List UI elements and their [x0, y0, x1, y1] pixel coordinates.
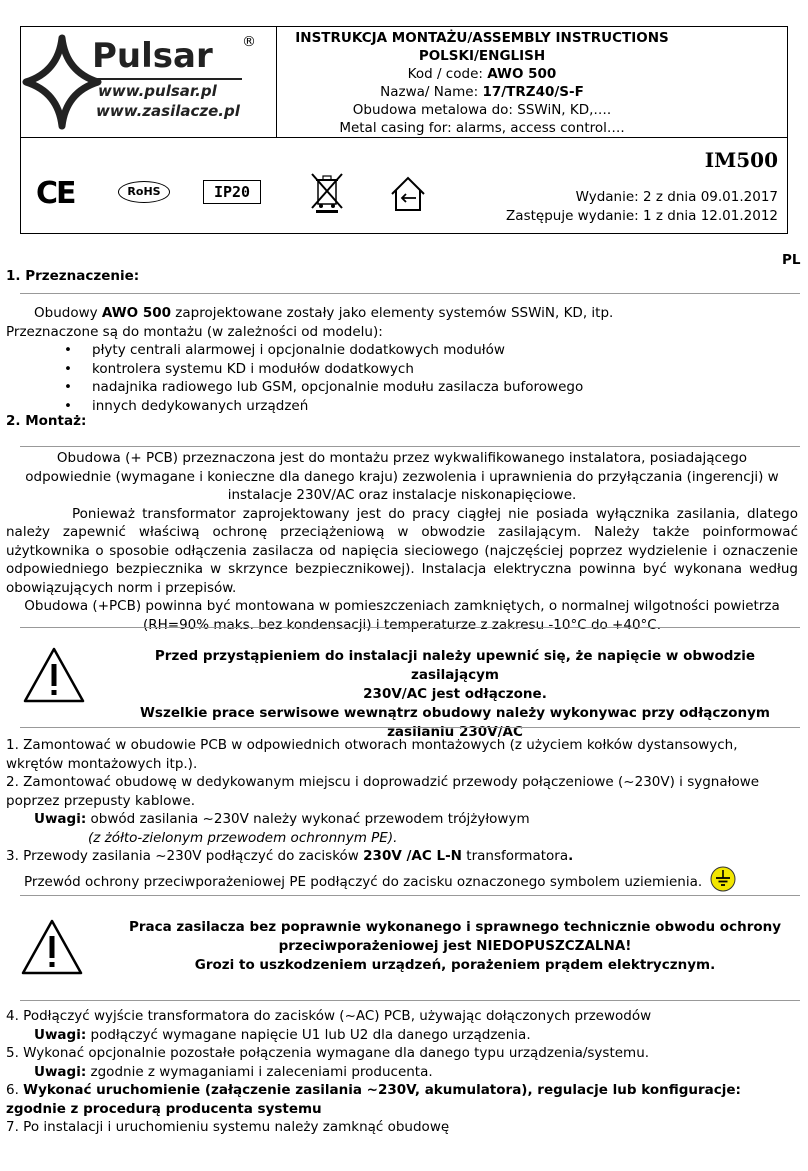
url-zasilacze[interactable]: www.zasilacze.pl	[96, 102, 240, 120]
terminal-label: 230V /AC L-N	[363, 848, 462, 864]
warning1-bottom-rule	[20, 727, 800, 728]
section1-intro2: Przeznaczone są do montażu (w zależności od modelu):	[6, 323, 383, 340]
warning1-line4: zasilaniu 230V/AC	[387, 724, 523, 740]
lang-tag: PL	[782, 252, 801, 268]
section1-intro: Obudowy AWO 500 zaprojektowane zostały jako elementy systemów SSWiN, KD, itp.	[34, 305, 614, 321]
section2-body	[6, 449, 798, 634]
doc-id: IM500	[704, 148, 778, 172]
ground-symbol-icon	[710, 866, 736, 892]
section1-body	[6, 304, 796, 415]
list-item: • płyty centrali alarmowej i opcjonalnie dodatkowych modułów	[92, 341, 796, 360]
warning1-line3: Wszelkie prace serwisowe wewnątrz obudowy należy wykonywac przy odłączonym	[140, 705, 770, 721]
replaces-line: Zastępuje wydanie: 1 z dnia 12.01.2012	[506, 208, 778, 224]
step-3b: Przewód ochrony przeciwporażeniowej PE podłączyć do zacisku oznaczonego symbolem uziemienia.	[6, 866, 798, 892]
step-4: 4. Podłączyć wyjście transformatora do zacisków (~AC) PCB, używając dołączonych przewodów	[6, 1008, 652, 1024]
logo-underline	[88, 78, 242, 80]
name-label: Nazwa/ Name:	[380, 84, 479, 100]
note-label: Uwagi:	[34, 811, 87, 827]
step-2-note: Uwagi: obwód zasilania ~230V należy wykonać przewodem trójżyłowym	[34, 811, 530, 827]
registered-mark: ®	[242, 34, 256, 50]
step-2: 2. Zamontować obudowę w dedykowanym miejscu i doprowadzić przewody połączeniowe (~230V) i sygnałowe poprzez przepusty kablowe.	[6, 774, 760, 809]
steps-1-3	[6, 736, 798, 892]
warning2-top-rule	[20, 895, 800, 896]
section2-rule	[20, 446, 800, 447]
url-pulsar[interactable]: www.pulsar.pl	[98, 82, 217, 100]
pulsar-logo	[22, 30, 274, 134]
note-label: Uwagi:	[34, 1063, 87, 1080]
note-label: Uwagi:	[34, 1026, 87, 1043]
header-info	[276, 29, 688, 137]
list-item: • innych dedykowanych urządzeń	[92, 397, 796, 416]
warning1-line1: Przed przystąpieniem do instalacji należy upewnić się, że napięcie w obwodzie zasilającym	[154, 648, 756, 683]
name-line	[276, 83, 688, 101]
edition-line: Wydanie: 2 z dnia 09.01.2017	[575, 189, 778, 205]
brand-name: Pulsar	[92, 36, 213, 76]
warning-triangle-icon	[22, 646, 86, 704]
warning2-bottom-rule	[20, 1000, 800, 1001]
weee-bin-icon	[310, 172, 344, 214]
desc-pl: Obudowa metalowa do: SSWiN, KD,….	[352, 102, 612, 118]
doc-title: INSTRUKCJA MONTAŻU/ASSEMBLY INSTRUCTIONS	[295, 30, 669, 46]
warning2-text	[110, 918, 800, 975]
desc-en: Metal casing for: alarms, access control….	[339, 120, 625, 136]
section2-p1: Obudowa (+ PCB) przeznaczona jest do montażu przez wykwalifikowanego instalatora, posiadającego odpowiednie (wymagane i konieczne dla danego kraju) zezwolenia i uprawnienia do przyłączania (ingerencji) w instalacje 230V/AC oraz instalacje niskonapięciowe.	[25, 450, 779, 503]
step-4-note: Uwagi: podłączyć wymagane napięcie U1 lub U2 dla danego urządzenia.	[34, 1026, 531, 1043]
steps-4-7	[6, 1007, 798, 1137]
section2-p3: Obudowa (+PCB) powinna być montowana w pomieszczeniach zamkniętych, o normalnej wilgotności powietrza (RH=90% maks. bez kondensacji) i temperaturze z zakresu -10°C do +40°C.	[24, 598, 780, 633]
list-item: • nadajnika radiowego lub GSM, opcjonalnie modułu zasilacza buforowego	[92, 378, 796, 397]
ce-mark-icon: CE	[36, 176, 75, 211]
code-value: AWO 500	[487, 66, 557, 82]
warning2-line3: Grozi to uszkodzeniem urządzeń, porażeniem prądem elektrycznym.	[194, 957, 716, 973]
warning1-line2: 230V/AC jest odłączone.	[363, 686, 547, 702]
section2-p2: Ponieważ transformator zaprojektowany jest do pracy ciągłej nie posiada wyłącznika zasilania, dlatego należy zapewnić właściwą ochronę przeciążeniową w obwodzie zasilającym. Należy także poinformować użytkownika o sposobie odłączenia zasilacza od napięcia sieciowego (najczęściej poprzez wydzielenie i oznaczenie odpowiedniego bezpiecznika w skrzynce bezpiecznikowej). Instalacja elektryczna powinna być wykonana według obowiązujących norm i przepisów.	[6, 505, 798, 596]
section1-list	[6, 341, 796, 415]
step-2-note-b: (z żółto-zielonym przewodem ochronnym PE).	[88, 829, 398, 846]
warning2-line2: przeciwporażeniowej jest NIEDOPUSZCZALNA!	[278, 938, 632, 954]
header-divider	[20, 137, 788, 138]
warning-triangle-icon	[20, 918, 84, 976]
indoor-use-icon	[388, 174, 428, 214]
edition-info	[506, 188, 778, 226]
product-code: AWO 500	[101, 305, 171, 321]
list-item: • kontrolera systemu KD i modułów dodatkowych	[92, 360, 796, 379]
section1-heading: 1. Przeznaczenie:	[6, 268, 140, 284]
pulsar-star-icon	[22, 32, 102, 132]
step-7: 7. Po instalacji i uruchomieniu systemu należy zamknąć obudowę	[6, 1119, 450, 1135]
doc-language: POLSKI/ENGLISH	[418, 48, 546, 64]
name-value: 17/TRZ40/S-F	[482, 84, 584, 100]
step-1: 1. Zamontować w obudowie PCB w odpowiednich otworach montażowych (z użyciem kołków dystansowych, wkrętów montażowych itp.).	[6, 737, 738, 772]
ip20-icon: IP20	[203, 180, 261, 204]
section1-rule	[20, 293, 800, 294]
warning1-top-rule	[20, 627, 800, 628]
step-3: 3. Przewody zasilania ~230V podłączyć do zacisków 230V /AC L-N transformatora.	[6, 848, 574, 864]
code-line	[276, 65, 688, 83]
rohs-icon: RoHS	[118, 181, 170, 203]
step-5: 5. Wykonać opcjonalnie pozostałe połączenia wymagane dla danego typu urządzenia/systemu.	[6, 1045, 650, 1061]
step-6: 6. Wykonać uruchomienie (załączenie zasilania ~230V, akumulatora), regulacje lub konfiguracje: zgodnie z procedurą producenta systemu	[6, 1082, 741, 1117]
code-label: Kod / code:	[407, 66, 483, 82]
step-5-note: Uwagi: zgodnie z wymaganiami i zaleceniami producenta.	[34, 1063, 433, 1080]
warning2-line1: Praca zasilacza bez poprawnie wykonanego i sprawnego technicznie obwodu ochrony	[128, 919, 782, 935]
section2-heading: 2. Montaż:	[6, 413, 87, 429]
